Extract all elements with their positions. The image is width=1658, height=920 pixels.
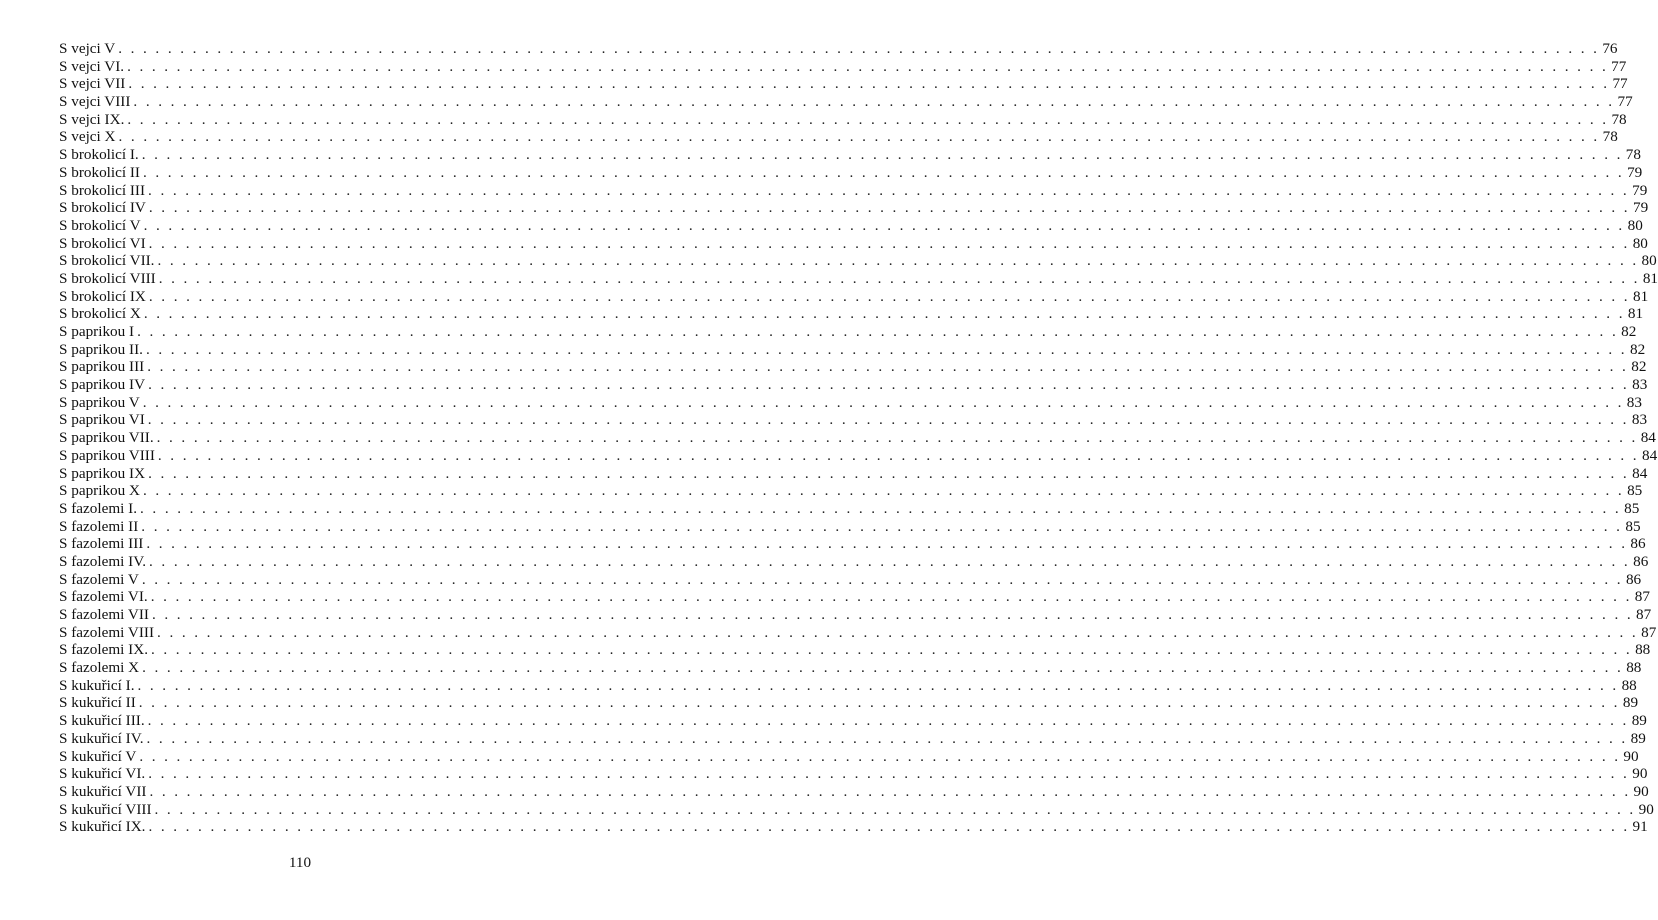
toc-entry-page: 83 [1626, 393, 1642, 411]
toc-dot-leader: . . . . . . . . . . . . . . . . . . . . . . . . . . . . . . . . . . . . . . . . . . . . . . . . . . . . . . . . . . . . . . . . . . . . . . . . . . . . . . . . . . . . . . . . . . . . . . . . . . . . . . . . . . . . . . . . . . . . . . . . [157, 623, 1639, 641]
toc-entry [59, 269, 1658, 288]
toc-entry-page: 88 [1626, 659, 1642, 677]
toc-entry-title: S paprikou I [59, 323, 135, 340]
toc-dot-leader: . . . . . . . . . . . . . . . . . . . . . . . . . . . . . . . . . . . . . . . . . . . . . . . . . . . . . . . . . . . . . . . . . . . . . . . . . . . . . . . . . . . . . . . . . . . . . . . . . . . . . . . . . . . . . . . . . . . . . . . . [149, 552, 1631, 570]
page-number: 110 [288, 854, 312, 871]
toc-dot-leader: . . . . . . . . . . . . . . . . . . . . . . . . . . . . . . . . . . . . . . . . . . . . . . . . . . . . . . . . . . . . . . . . . . . . . . . . . . . . . . . . . . . . . . . . . . . . . . . . . . . . . . . . . . . . . . . . . . . . . . . . [143, 305, 1625, 323]
toc-entry-page: 86 [1625, 570, 1642, 588]
toc-entry [59, 482, 1643, 500]
toc-entry-title: S brokolicí II [59, 163, 140, 181]
toc-entry-page: 89 [1622, 694, 1639, 712]
toc-entry [59, 782, 1649, 801]
toc-entry-title: S kukuřicí IX. [59, 818, 146, 836]
toc-entry-title: S vejci VIII [59, 93, 131, 111]
toc-entry-title: S fazolemi VI. [59, 588, 148, 606]
toc-entry-title: S brokolicí III [59, 181, 146, 199]
toc-entry-title: S kukuřicí III. [59, 712, 145, 730]
toc-entry [59, 729, 1646, 748]
toc-entry [59, 623, 1657, 642]
toc-dot-leader: . . . . . . . . . . . . . . . . . . . . . . . . . . . . . . . . . . . . . . . . . . . . . . . . . . . . . . . . . . . . . . . . . . . . . . . . . . . . . . . . . . . . . . . . . . . . . . . . . . . . . . . . . . . . . . . . . . . . . . . . [148, 234, 1630, 252]
toc-entry-page: 87 [1636, 606, 1652, 623]
toc-dot-leader: . . . . . . . . . . . . . . . . . . . . . . . . . . . . . . . . . . . . . . . . . . . . . . . . . . . . . . . . . . . . . . . . . . . . . . . . . . . . . . . . . . . . . . . . . . . . . . . . . . . . . . . . . . . . . . . . . . . . . . . . [118, 128, 1600, 146]
toc-dot-leader: . . . . . . . . . . . . . . . . . . . . . . . . . . . . . . . . . . . . . . . . . . . . . . . . . . . . . . . . . . . . . . . . . . . . . . . . . . . . . . . . . . . . . . . . . . . . . . . . . . . . . . . . . . . . . . . . . . . . . . . . [147, 411, 1629, 429]
toc-entry [59, 712, 1647, 730]
toc-dot-leader: . . . . . . . . . . . . . . . . . . . . . . . . . . . . . . . . . . . . . . . . . . . . . . . . . . . . . . . . . . . . . . . . . . . . . . . . . . . . . . . . . . . . . . . . . . . . . . . . . . . . . . . . . . . . . . . . . . . . . . . . [148, 376, 1630, 394]
toc-dot-leader: . . . . . . . . . . . . . . . . . . . . . . . . . . . . . . . . . . . . . . . . . . . . . . . . . . . . . . . . . . . . . . . . . . . . . . . . . . . . . . . . . . . . . . . . . . . . . . . . . . . . . . . . . . . . . . . . . . . . . . . . [146, 535, 1628, 553]
toc-entry-title: S paprikou III [59, 358, 145, 376]
toc-entry [59, 429, 1656, 447]
toc-entry-page: 90 [1638, 800, 1654, 818]
toc-entry-page: 82 [1630, 340, 1646, 358]
toc-entry [59, 694, 1639, 712]
toc-dot-leader: . . . . . . . . . . . . . . . . . . . . . . . . . . . . . . . . . . . . . . . . . . . . . . . . . . . . . . . . . . . . . . . . . . . . . . . . . . . . . . . . . . . . . . . . . . . . . . . . . . . . . . . . . . . . . . . . . . . . . . . . [151, 641, 1633, 659]
toc-entry-page: 79 [1627, 163, 1643, 181]
toc-entry [59, 659, 1642, 677]
toc-entry-list [59, 40, 1658, 836]
toc-entry-title: S paprikou X [59, 482, 140, 500]
toc-entry [59, 93, 1633, 111]
toc-entry [59, 641, 1651, 659]
toc-entry [59, 358, 1647, 376]
toc-entry-title: S paprikou VI [59, 411, 145, 429]
toc-entry-title: S vejci V [59, 40, 116, 57]
toc-entry-title: S fazolemi I. [59, 499, 138, 517]
toc-entry [59, 57, 1627, 76]
toc-entry-page: 88 [1621, 676, 1637, 694]
toc-entry-page: 82 [1631, 358, 1647, 376]
toc-entry [59, 305, 1644, 323]
toc-entry-title: S kukuřicí IV. [59, 729, 144, 747]
toc-entry-title: S brokolicí IX [59, 287, 146, 305]
toc-entry-page: 87 [1641, 623, 1657, 641]
toc-entry-title: S paprikou VIII [59, 446, 155, 464]
toc-entry-page: 91 [1632, 818, 1648, 836]
toc-entry [59, 216, 1643, 235]
toc-entry-page: 90 [1633, 782, 1649, 800]
toc-entry [59, 765, 1648, 783]
toc-entry-page: 85 [1627, 482, 1643, 500]
toc-dot-leader: . . . . . . . . . . . . . . . . . . . . . . . . . . . . . . . . . . . . . . . . . . . . . . . . . . . . . . . . . . . . . . . . . . . . . . . . . . . . . . . . . . . . . . . . . . . . . . . . . . . . . . . . . . . . . . . . . . . . . . . . [140, 499, 1622, 517]
toc-entry-page: 77 [1617, 93, 1633, 111]
toc-entry-page: 83 [1631, 411, 1648, 429]
toc-entry [59, 411, 1648, 429]
toc-entry [59, 588, 1650, 606]
toc-dot-leader: . . . . . . . . . . . . . . . . . . . . . . . . . . . . . . . . . . . . . . . . . . . . . . . . . . . . . . . . . . . . . . . . . . . . . . . . . . . . . . . . . . . . . . . . . . . . . . . . . . . . . . . . . . . . . . . . . . . . . . . . [139, 747, 1621, 765]
toc-dot-leader: . . . . . . . . . . . . . . . . . . . . . . . . . . . . . . . . . . . . . . . . . . . . . . . . . . . . . . . . . . . . . . . . . . . . . . . . . . . . . . . . . . . . . . . . . . . . . . . . . . . . . . . . . . . . . . . . . . . . . . . . [143, 163, 1625, 181]
toc-entry-title: S brokolicí VIII [59, 269, 156, 287]
toc-dot-leader: . . . . . . . . . . . . . . . . . . . . . . . . . . . . . . . . . . . . . . . . . . . . . . . . . . . . . . . . . . . . . . . . . . . . . . . . . . . . . . . . . . . . . . . . . . . . . . . . . . . . . . . . . . . . . . . . . . . . . . . . [118, 40, 1600, 57]
toc-entry-title: S paprikou II. [59, 340, 143, 358]
toc-entry-page: 77 [1612, 75, 1628, 93]
toc-entry-page: 81 [1632, 287, 1649, 305]
toc-entry-page: 85 [1625, 517, 1641, 535]
toc-dot-leader: . . . . . . . . . . . . . . . . . . . . . . . . . . . . . . . . . . . . . . . . . . . . . . . . . . . . . . . . . . . . . . . . . . . . . . . . . . . . . . . . . . . . . . . . . . . . . . . . . . . . . . . . . . . . . . . . . . . . . . . . [138, 694, 1620, 712]
toc-dot-leader: . . . . . . . . . . . . . . . . . . . . . . . . . . . . . . . . . . . . . . . . . . . . . . . . . . . . . . . . . . . . . . . . . . . . . . . . . . . . . . . . . . . . . . . . . . . . . . . . . . . . . . . . . . . . . . . . . . . . . . . . [148, 287, 1630, 305]
toc-entry-page: 84 [1632, 464, 1648, 482]
toc-dot-leader: . . . . . . . . . . . . . . . . . . . . . . . . . . . . . . . . . . . . . . . . . . . . . . . . . . . . . . . . . . . . . . . . . . . . . . . . . . . . . . . . . . . . . . . . . . . . . . . . . . . . . . . . . . . . . . . . . . . . . . . . [157, 252, 1639, 270]
toc-entry [59, 323, 1637, 341]
toc-entry-title: S fazolemi IV. [59, 552, 147, 570]
toc-entry-title: S kukuřicí I. [59, 676, 135, 694]
toc-dot-leader: . . . . . . . . . . . . . . . . . . . . . . . . . . . . . . . . . . . . . . . . . . . . . . . . . . . . . . . . . . . . . . . . . . . . . . . . . . . . . . . . . . . . . . . . . . . . . . . . . . . . . . . . . . . . . . . . . . . . . . . . [147, 712, 1629, 730]
toc-entry-page: 80 [1641, 252, 1657, 270]
toc-entry-page: 87 [1634, 588, 1650, 606]
toc-entry-page: 90 [1623, 747, 1639, 765]
toc-entry-page: 89 [1631, 712, 1647, 730]
toc-entry-page: 86 [1630, 535, 1646, 553]
toc-dot-leader: . . . . . . . . . . . . . . . . . . . . . . . . . . . . . . . . . . . . . . . . . . . . . . . . . . . . . . . . . . . . . . . . . . . . . . . . . . . . . . . . . . . . . . . . . . . . . . . . . . . . . . . . . . . . . . . . . . . . . . . . [141, 517, 1623, 535]
toc-entry-page: 81 [1642, 269, 1658, 287]
toc-entry [59, 570, 1642, 589]
toc-entry [59, 747, 1639, 766]
toc-dot-leader: . . . . . . . . . . . . . . . . . . . . . . . . . . . . . . . . . . . . . . . . . . . . . . . . . . . . . . . . . . . . . . . . . . . . . . . . . . . . . . . . . . . . . . . . . . . . . . . . . . . . . . . . . . . . . . . . . . . . . . . . [148, 181, 1630, 199]
toc-entry [59, 252, 1657, 270]
toc-entry-page: 88 [1635, 641, 1651, 659]
toc-entry-title: S paprikou IV [59, 376, 146, 394]
toc-entry-title: S paprikou VII. [59, 429, 154, 447]
toc-entry [59, 393, 1642, 412]
toc-entry-title: S fazolemi V [59, 570, 139, 588]
toc-entry-title: S paprikou V [59, 393, 140, 411]
toc-dot-leader: . . . . . . . . . . . . . . . . . . . . . . . . . . . . . . . . . . . . . . . . . . . . . . . . . . . . . . . . . . . . . . . . . . . . . . . . . . . . . . . . . . . . . . . . . . . . . . . . . . . . . . . . . . . . . . . . . . . . . . . . [133, 93, 1615, 111]
toc-entry-title: S brokolicí V [59, 216, 141, 234]
toc-entry-page: 76 [1602, 40, 1618, 57]
toc-entry-title: S fazolemi VIII [59, 623, 155, 641]
toc-entry-page: 89 [1630, 729, 1646, 747]
toc-dot-leader: . . . . . . . . . . . . . . . . . . . . . . . . . . . . . . . . . . . . . . . . . . . . . . . . . . . . . . . . . . . . . . . . . . . . . . . . . . . . . . . . . . . . . . . . . . . . . . . . . . . . . . . . . . . . . . . . . . . . . . . . [157, 446, 1639, 464]
toc-dot-leader: . . . . . . . . . . . . . . . . . . . . . . . . . . . . . . . . . . . . . . . . . . . . . . . . . . . . . . . . . . . . . . . . . . . . . . . . . . . . . . . . . . . . . . . . . . . . . . . . . . . . . . . . . . . . . . . . . . . . . . . . [147, 358, 1629, 376]
toc-entry-page: 85 [1624, 499, 1640, 517]
toc-entry-title: S vejci VII [59, 75, 126, 93]
toc-entry-title: S brokolicí VI [59, 234, 146, 252]
toc-dot-leader: . . . . . . . . . . . . . . . . . . . . . . . . . . . . . . . . . . . . . . . . . . . . . . . . . . . . . . . . . . . . . . . . . . . . . . . . . . . . . . . . . . . . . . . . . . . . . . . . . . . . . . . . . . . . . . . . . . . . . . . . [156, 429, 1638, 447]
toc-entry-title: S brokolicí X [59, 305, 141, 323]
toc-entry-title: S vejci X [59, 128, 116, 146]
toc-dot-leader: . . . . . . . . . . . . . . . . . . . . . . . . . . . . . . . . . . . . . . . . . . . . . . . . . . . . . . . . . . . . . . . . . . . . . . . . . . . . . . . . . . . . . . . . . . . . . . . . . . . . . . . . . . . . . . . . . . . . . . . . [158, 269, 1640, 287]
toc-dot-leader: . . . . . . . . . . . . . . . . . . . . . . . . . . . . . . . . . . . . . . . . . . . . . . . . . . . . . . . . . . . . . . . . . . . . . . . . . . . . . . . . . . . . . . . . . . . . . . . . . . . . . . . . . . . . . . . . . . . . . . . . [142, 393, 1624, 411]
toc-entry [59, 75, 1628, 93]
toc-entry [59, 146, 1641, 164]
toc-dot-leader: . . . . . . . . . . . . . . . . . . . . . . . . . . . . . . . . . . . . . . . . . . . . . . . . . . . . . . . . . . . . . . . . . . . . . . . . . . . . . . . . . . . . . . . . . . . . . . . . . . . . . . . . . . . . . . . . . . . . . . . . [143, 216, 1625, 234]
toc-entry-title: S paprikou IX [59, 464, 146, 482]
toc-entry-page: 84 [1641, 446, 1658, 464]
toc-entry-title: S vejci IX. [59, 110, 125, 128]
toc-entry [59, 128, 1618, 146]
toc-entry [59, 376, 1648, 394]
toc-dot-leader: . . . . . . . . . . . . . . . . . . . . . . . . . . . . . . . . . . . . . . . . . . . . . . . . . . . . . . . . . . . . . . . . . . . . . . . . . . . . . . . . . . . . . . . . . . . . . . . . . . . . . . . . . . . . . . . . . . . . . . . . [148, 765, 1630, 783]
toc-entry [59, 446, 1658, 465]
toc-entry-page: 80 [1632, 234, 1648, 252]
toc-dot-leader: . . . . . . . . . . . . . . . . . . . . . . . . . . . . . . . . . . . . . . . . . . . . . . . . . . . . . . . . . . . . . . . . . . . . . . . . . . . . . . . . . . . . . . . . . . . . . . . . . . . . . . . . . . . . . . . . . . . . . . . . [137, 323, 1619, 340]
toc-entry-title: S fazolemi IX. [59, 641, 148, 659]
toc-entry-page: 79 [1632, 199, 1649, 217]
toc-entry [59, 552, 1649, 571]
toc-dot-leader: . . . . . . . . . . . . . . . . . . . . . . . . . . . . . . . . . . . . . . . . . . . . . . . . . . . . . . . . . . . . . . . . . . . . . . . . . . . . . . . . . . . . . . . . . . . . . . . . . . . . . . . . . . . . . . . . . . . . . . . . [148, 464, 1630, 482]
toc-dot-leader: . . . . . . . . . . . . . . . . . . . . . . . . . . . . . . . . . . . . . . . . . . . . . . . . . . . . . . . . . . . . . . . . . . . . . . . . . . . . . . . . . . . . . . . . . . . . . . . . . . . . . . . . . . . . . . . . . . . . . . . . [127, 57, 1609, 75]
toc-dot-leader: . . . . . . . . . . . . . . . . . . . . . . . . . . . . . . . . . . . . . . . . . . . . . . . . . . . . . . . . . . . . . . . . . . . . . . . . . . . . . . . . . . . . . . . . . . . . . . . . . . . . . . . . . . . . . . . . . . . . . . . . [148, 199, 1630, 217]
toc-dot-leader: . . . . . . . . . . . . . . . . . . . . . . . . . . . . . . . . . . . . . . . . . . . . . . . . . . . . . . . . . . . . . . . . . . . . . . . . . . . . . . . . . . . . . . . . . . . . . . . . . . . . . . . . . . . . . . . . . . . . . . . . [149, 782, 1631, 800]
toc-entry [59, 606, 1652, 624]
toc-dot-leader: . . . . . . . . . . . . . . . . . . . . . . . . . . . . . . . . . . . . . . . . . . . . . . . . . . . . . . . . . . . . . . . . . . . . . . . . . . . . . . . . . . . . . . . . . . . . . . . . . . . . . . . . . . . . . . . . . . . . . . . . [145, 340, 1628, 358]
toc-dot-leader: . . . . . . . . . . . . . . . . . . . . . . . . . . . . . . . . . . . . . . . . . . . . . . . . . . . . . . . . . . . . . . . . . . . . . . . . . . . . . . . . . . . . . . . . . . . . . . . . . . . . . . . . . . . . . . . . . . . . . . . . [141, 570, 1623, 588]
toc-entry [59, 800, 1654, 819]
toc-dot-leader: . . . . . . . . . . . . . . . . . . . . . . . . . . . . . . . . . . . . . . . . . . . . . . . . . . . . . . . . . . . . . . . . . . . . . . . . . . . . . . . . . . . . . . . . . . . . . . . . . . . . . . . . . . . . . . . . . . . . . . . . [137, 676, 1619, 694]
toc-entry [59, 199, 1649, 217]
toc-entry-title: S brokolicí I. [59, 146, 139, 164]
toc-entry-page: 82 [1621, 323, 1637, 340]
toc-entry-title: S vejci VI. [59, 57, 125, 75]
table-of-contents [59, 40, 1658, 836]
toc-entry-title: S kukuřicí V [59, 747, 137, 765]
toc-entry-title: S brokolicí VII. [59, 252, 155, 270]
toc-entry [59, 110, 1627, 129]
toc-dot-leader: . . . . . . . . . . . . . . . . . . . . . . . . . . . . . . . . . . . . . . . . . . . . . . . . . . . . . . . . . . . . . . . . . . . . . . . . . . . . . . . . . . . . . . . . . . . . . . . . . . . . . . . . . . . . . . . . . . . . . . . . [146, 729, 1628, 747]
toc-dot-leader: . . . . . . . . . . . . . . . . . . . . . . . . . . . . . . . . . . . . . . . . . . . . . . . . . . . . . . . . . . . . . . . . . . . . . . . . . . . . . . . . . . . . . . . . . . . . . . . . . . . . . . . . . . . . . . . . . . . . . . . . [141, 146, 1623, 164]
toc-entry-title: S kukuřicí VII [59, 782, 147, 800]
toc-entry [59, 181, 1648, 200]
toc-entry [59, 517, 1641, 536]
toc-entry-page: 77 [1611, 57, 1627, 75]
toc-entry [59, 163, 1643, 182]
toc-entry-title: S brokolicí IV [59, 199, 146, 217]
toc-entry-page: 80 [1627, 216, 1643, 234]
toc-entry [59, 535, 1646, 553]
toc-entry-page: 81 [1627, 305, 1644, 323]
toc-dot-leader: . . . . . . . . . . . . . . . . . . . . . . . . . . . . . . . . . . . . . . . . . . . . . . . . . . . . . . . . . . . . . . . . . . . . . . . . . . . . . . . . . . . . . . . . . . . . . . . . . . . . . . . . . . . . . . . . . . . . . . . . [142, 659, 1624, 677]
toc-dot-leader: . . . . . . . . . . . . . . . . . . . . . . . . . . . . . . . . . . . . . . . . . . . . . . . . . . . . . . . . . . . . . . . . . . . . . . . . . . . . . . . . . . . . . . . . . . . . . . . . . . . . . . . . . . . . . . . . . . . . . . . . [127, 110, 1609, 128]
toc-entry-page: 86 [1633, 552, 1649, 570]
toc-entry-page: 83 [1632, 376, 1648, 394]
toc-dot-leader: . . . . . . . . . . . . . . . . . . . . . . . . . . . . . . . . . . . . . . . . . . . . . . . . . . . . . . . . . . . . . . . . . . . . . . . . . . . . . . . . . . . . . . . . . . . . . . . . . . . . . . . . . . . . . . . . . . . . . . . . [154, 800, 1636, 818]
toc-entry-title: S kukuřicí VIII [59, 800, 152, 818]
toc-entry [59, 464, 1648, 483]
toc-entry [59, 234, 1648, 253]
toc-entry-page: 79 [1632, 181, 1648, 199]
toc-entry [59, 287, 1649, 306]
toc-dot-leader: . . . . . . . . . . . . . . . . . . . . . . . . . . . . . . . . . . . . . . . . . . . . . . . . . . . . . . . . . . . . . . . . . . . . . . . . . . . . . . . . . . . . . . . . . . . . . . . . . . . . . . . . . . . . . . . . . . . . . . . . [128, 75, 1610, 93]
toc-entry-title: S fazolemi II [59, 517, 139, 535]
toc-entry [59, 499, 1640, 518]
toc-entry-page: 78 [1602, 128, 1618, 146]
toc-entry-page: 78 [1625, 146, 1641, 164]
toc-entry-title: S fazolemi VII [59, 606, 149, 623]
toc-entry-title: S fazolemi III [59, 535, 144, 553]
toc-dot-leader: . . . . . . . . . . . . . . . . . . . . . . . . . . . . . . . . . . . . . . . . . . . . . . . . . . . . . . . . . . . . . . . . . . . . . . . . . . . . . . . . . . . . . . . . . . . . . . . . . . . . . . . . . . . . . . . . . . . . . . . . [143, 482, 1625, 500]
toc-dot-leader: . . . . . . . . . . . . . . . . . . . . . . . . . . . . . . . . . . . . . . . . . . . . . . . . . . . . . . . . . . . . . . . . . . . . . . . . . . . . . . . . . . . . . . . . . . . . . . . . . . . . . . . . . . . . . . . . . . . . . . . . [150, 588, 1632, 606]
toc-entry [59, 40, 1618, 58]
toc-entry-title: S kukuřicí VI. [59, 765, 146, 783]
toc-dot-leader: . . . . . . . . . . . . . . . . . . . . . . . . . . . . . . . . . . . . . . . . . . . . . . . . . . . . . . . . . . . . . . . . . . . . . . . . . . . . . . . . . . . . . . . . . . . . . . . . . . . . . . . . . . . . . . . . . . . . . . . . [148, 818, 1630, 836]
toc-entry-page: 90 [1632, 765, 1648, 783]
toc-entry [59, 676, 1637, 695]
toc-dot-leader: . . . . . . . . . . . . . . . . . . . . . . . . . . . . . . . . . . . . . . . . . . . . . . . . . . . . . . . . . . . . . . . . . . . . . . . . . . . . . . . . . . . . . . . . . . . . . . . . . . . . . . . . . . . . . . . . . . . . . . . . [151, 606, 1634, 623]
toc-entry [59, 340, 1646, 359]
toc-entry-title: S fazolemi X [59, 659, 140, 677]
toc-entry-title: S kukuřicí II [59, 694, 136, 712]
toc-entry [59, 818, 1648, 836]
toc-entry-page: 78 [1611, 110, 1627, 128]
toc-entry-page: 84 [1640, 429, 1656, 447]
